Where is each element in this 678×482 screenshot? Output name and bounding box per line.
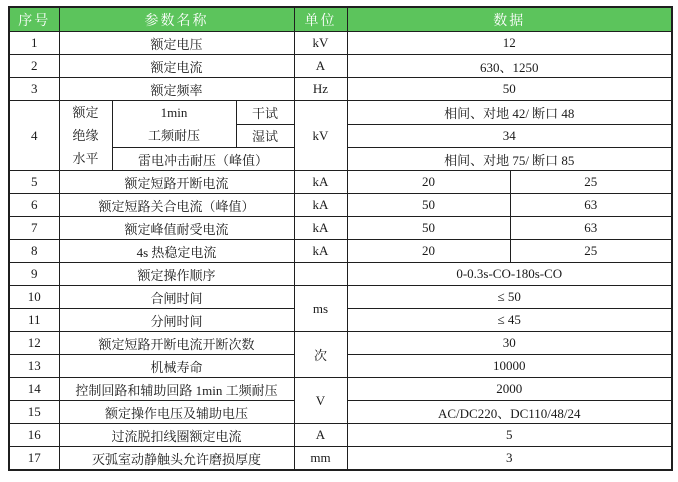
param-name: 过流脱扣线圈额定电流 bbox=[59, 424, 294, 447]
data-value: 25 bbox=[510, 240, 672, 263]
data-value: 20 bbox=[347, 171, 510, 194]
param-name: 4s 热稳定电流 bbox=[59, 240, 294, 263]
table-row bbox=[9, 424, 672, 447]
param-name: 额定频率 bbox=[59, 78, 294, 101]
data-value: 2000 bbox=[347, 378, 672, 401]
row-number: 16 bbox=[9, 424, 59, 447]
data-value: AC/DC220、DC110/48/24 bbox=[347, 401, 672, 424]
row-number: 1 bbox=[9, 32, 59, 55]
row-number: 11 bbox=[9, 309, 59, 332]
param-name: 额定短路关合电流（峰值） bbox=[59, 194, 294, 217]
header-row bbox=[9, 7, 672, 32]
table-row bbox=[9, 55, 672, 78]
unit: 次 bbox=[294, 332, 347, 378]
param-name: 额定操作顺序 bbox=[59, 263, 294, 286]
unit: kV bbox=[294, 32, 347, 55]
data-value: 50 bbox=[347, 78, 672, 101]
param-name: 灭弧室动静触头允许磨损厚度 bbox=[59, 447, 294, 471]
unit: kV bbox=[294, 101, 347, 171]
param-name: 机械寿命 bbox=[59, 355, 294, 378]
param-name: 额定短路开断电流开断次数 bbox=[59, 332, 294, 355]
row-number: 7 bbox=[9, 217, 59, 240]
header-cell-unit: 单位 bbox=[294, 7, 347, 32]
data-value: 相间、对地 75/ 断口 85 bbox=[347, 148, 672, 171]
unit: kA bbox=[294, 171, 347, 194]
data-value: 0-0.3s-CO-180s-CO bbox=[347, 263, 672, 286]
unit: A bbox=[294, 55, 347, 78]
row-number: 2 bbox=[9, 55, 59, 78]
data-value: 50 bbox=[347, 194, 510, 217]
param-name: 雷电冲击耐压（峰值） bbox=[112, 148, 294, 171]
table-row bbox=[9, 171, 672, 194]
data-value: ≤ 50 bbox=[347, 286, 672, 309]
header-cell-param: 参数名称 bbox=[59, 7, 294, 32]
test-type-dry: 干试 bbox=[236, 101, 294, 125]
param-name: 额定峰值耐受电流 bbox=[59, 217, 294, 240]
param-name-line: 1min bbox=[160, 105, 188, 120]
param-name: 分闸时间 bbox=[59, 309, 294, 332]
row-number: 8 bbox=[9, 240, 59, 263]
param-name-line: 工频耐压 bbox=[147, 128, 200, 143]
unit bbox=[294, 263, 347, 286]
param-name: 额定操作电压及辅助电压 bbox=[59, 401, 294, 424]
param-name: 额定电流 bbox=[59, 55, 294, 78]
data-value: 10000 bbox=[347, 355, 672, 378]
row-number: 6 bbox=[9, 194, 59, 217]
row-number: 9 bbox=[9, 263, 59, 286]
data-value: 63 bbox=[510, 194, 672, 217]
data-value: 50 bbox=[347, 217, 510, 240]
header-cell-no: 序号 bbox=[9, 7, 59, 32]
row-number: 17 bbox=[9, 447, 59, 471]
data-value: 相间、对地 42/ 断口 48 bbox=[347, 101, 672, 125]
table-row bbox=[9, 32, 672, 55]
row-number: 13 bbox=[9, 355, 59, 378]
unit: kA bbox=[294, 194, 347, 217]
data-value: 3 bbox=[347, 447, 672, 471]
table-row bbox=[9, 194, 672, 217]
data-value: 20 bbox=[347, 240, 510, 263]
unit: V bbox=[294, 378, 347, 424]
param-name bbox=[112, 101, 236, 148]
table-row bbox=[9, 286, 672, 309]
param-name: 控制回路和辅助回路 1min 工频耐压 bbox=[59, 378, 294, 401]
row-number: 14 bbox=[9, 378, 59, 401]
data-value: ≤ 45 bbox=[347, 309, 672, 332]
data-value: 5 bbox=[347, 424, 672, 447]
unit: ms bbox=[294, 286, 347, 332]
unit: kA bbox=[294, 240, 347, 263]
unit: A bbox=[294, 424, 347, 447]
table-row bbox=[9, 101, 672, 125]
param-name: 额定电压 bbox=[59, 32, 294, 55]
param-group-label bbox=[59, 101, 112, 171]
table-row bbox=[9, 263, 672, 286]
param-name: 额定短路开断电流 bbox=[59, 171, 294, 194]
table-row bbox=[9, 378, 672, 401]
table-row bbox=[9, 447, 672, 471]
data-value: 630、1250 bbox=[347, 55, 672, 78]
data-value: 63 bbox=[510, 217, 672, 240]
param-name: 合闸时间 bbox=[59, 286, 294, 309]
row-number: 12 bbox=[9, 332, 59, 355]
param-group-line: 额定 bbox=[72, 105, 99, 120]
param-group-line: 水平 bbox=[72, 151, 99, 166]
table-row bbox=[9, 240, 672, 263]
row-number: 4 bbox=[9, 101, 59, 171]
spec-table bbox=[8, 6, 673, 471]
test-type-wet: 湿试 bbox=[236, 124, 294, 148]
data-value: 12 bbox=[347, 32, 672, 55]
data-value: 34 bbox=[347, 124, 672, 148]
row-number: 10 bbox=[9, 286, 59, 309]
table-row bbox=[9, 78, 672, 101]
unit: Hz bbox=[294, 78, 347, 101]
row-number: 15 bbox=[9, 401, 59, 424]
row-number: 3 bbox=[9, 78, 59, 101]
table-row bbox=[9, 217, 672, 240]
row-number: 5 bbox=[9, 171, 59, 194]
unit: mm bbox=[294, 447, 347, 471]
data-value: 25 bbox=[510, 171, 672, 194]
table-row bbox=[9, 332, 672, 355]
data-value: 30 bbox=[347, 332, 672, 355]
param-group-line: 绝缘 bbox=[72, 128, 99, 143]
unit: kA bbox=[294, 217, 347, 240]
header-cell-data: 数据 bbox=[347, 7, 672, 32]
